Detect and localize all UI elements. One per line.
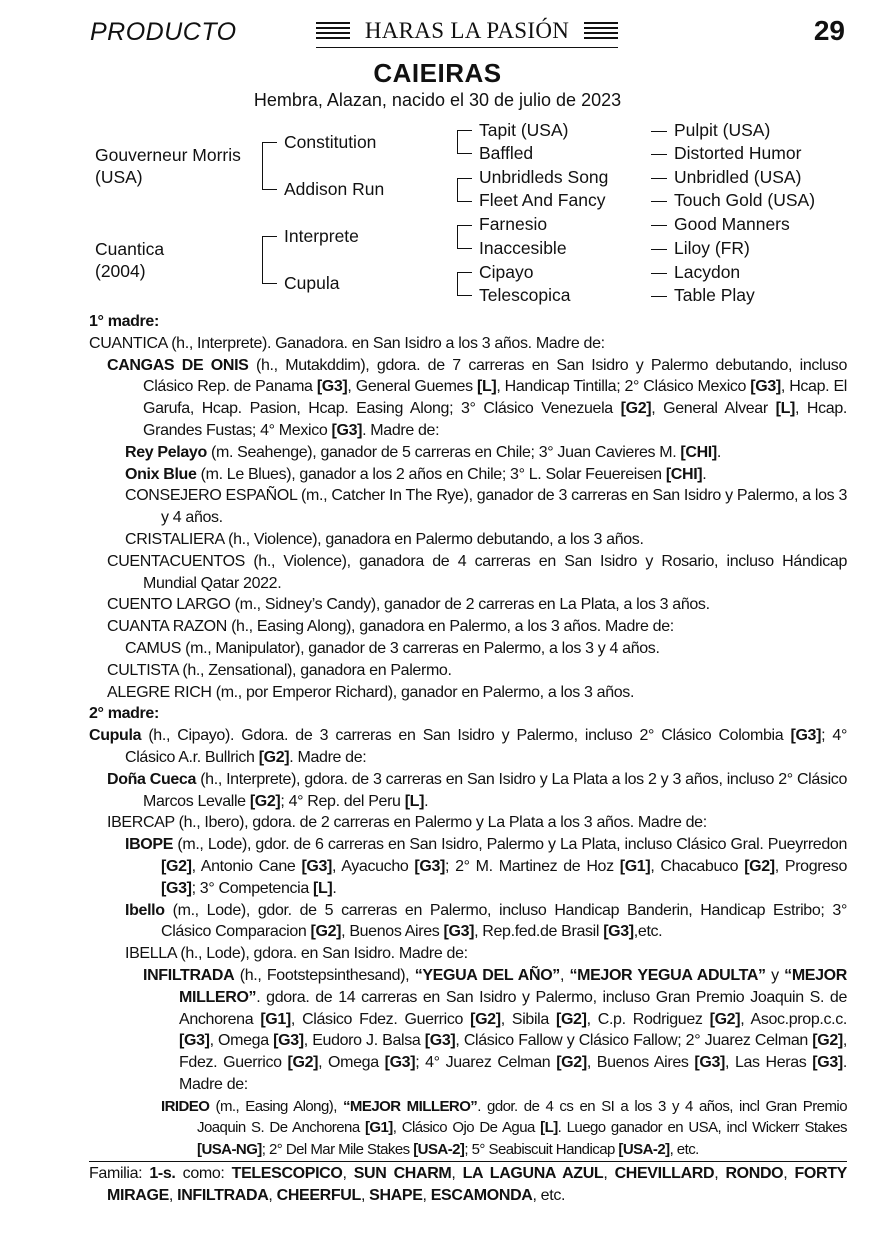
entry-name: Ibello [125,901,165,919]
entry-name: CUANTA RAZON [107,618,227,636]
entry [89,943,847,965]
gen4-item: Table Play [674,285,755,305]
entry [89,638,847,660]
entry-text: (h., Footstepsinthesand), “YEGUA DEL AÑO”, “MEJOR YEGUA ADULTA” y “MEJOR MILLERO”. gdora. de 14 carreras en San Isidro y Palermo, incluso Gran Premio Joaquin S. de Anchorena [G1], Clásico Fdez. Guerrico [G2], Sibila [G2], C.p. Rodriguez [G2], Asoc.prop.c.c. [G3], Omega [G3], Eudoro J. Balsa [G3], Clásico Fallow y Clásico Fallow; 2° Juarez Celman [G2], Fdez. Guerrico [G2], Omega [G3]; 4° Juarez Celman [G2], Buenos Aires [G3], Las Heras [G3]. Madre de: [179,966,848,1093]
entry [89,485,847,529]
gen2-item: Addison Run [284,179,385,199]
gen3-item: Cipayo [479,262,534,282]
brand-name: HARAS LA PASIÓN [364,18,570,43]
family-member: SUN CHARM [353,1165,452,1183]
entry-text: (m., Easing Along), “MEJOR MILLERO”. gdor. de 4 cs en SI a los 3 y 4 años, incl Gran Premio Joaquin S. De Anchorena [G1], Clásico Ojo De Agua [L]. Luego ganador en USA, incl Wickerr Stakes [USA-NG]; 2° Del Mar Mile Stakes [USA-2]; 5° Seabiscuit Handicap [USA-2], etc. [197,1097,848,1159]
entry-name: CRISTALIERA [125,530,224,548]
gen3-item: Farnesio [479,214,548,234]
entry-text: (h., Zensational), ganadora en Palermo. [178,661,452,679]
family-como: como: [175,1165,225,1183]
family-member: CHEERFUL [276,1186,361,1204]
gen4-item: Pulpit (USA) [674,120,771,140]
sire-origin: (USA) [95,167,143,187]
page-number: 29 [813,15,845,46]
family-member: SHAPE [369,1186,423,1204]
gen3-item: Tapit (USA) [479,120,569,140]
entry-name: IRIDEO [161,1097,210,1115]
entry-text: (m. Le Blues), ganador a los 2 años en Chile; 3° L. Solar Feuereisen [CHI]. [196,465,707,483]
gen3-item: Inaccesible [479,238,567,258]
entry-name: CUENTACUENTOS [107,552,245,570]
entry-text: (h., Mutakddim), gdora. de 7 carreras en San Isidro y Palermo debutando, incluso Clásico Rep. de Panama [G3], General Guemes [L], Handicap Tintilla; 2° Clásico Mexico [G3], Hcap. El Garufa, Hcap. Pasion, Hcap. Easing Along; 3° Clásico Venezuela [G2], General Alvear [L], Hcap. Grandes Fustas; 4° Mexico [G3]. Madre de: [143,356,847,439]
entry-text: (m., por Emperor Richard), ganador en Palermo, a los 3 años. [211,683,635,701]
family-number: 1-s. [149,1165,176,1183]
entry-name: IBERCAP [107,814,175,832]
entry-text: (m., Manipulator), ganador de 3 carreras en Palermo, a los 3 y 4 años. [181,639,660,657]
entry [89,660,847,682]
entry [89,812,847,834]
entry [89,834,847,899]
logo-bars-right-icon [584,22,618,42]
gen4-item: Unbridled (USA) [674,167,802,187]
gen4-item: Distorted Humor [674,143,802,163]
produce-record [89,311,847,1207]
entry-text: (h., Violence), ganadora en Palermo debutando, a los 3 años. [224,530,644,548]
entry [89,333,847,355]
gen2-item: Interprete [284,226,359,246]
entry [89,551,847,595]
entry-text: (h., Lode), gdora. en San Isidro. Madre de: [176,945,468,963]
entry-text: (m., Sidney’s Candy), ganador de 2 carreras en La Plata, a los 3 años. [230,596,710,614]
entry [89,464,847,486]
entry [89,616,847,638]
entry-text: (h., Ibero), gdora. de 2 carreras en Palermo y La Plata a los 3 años. Madre de: [174,814,707,832]
section-label: PRODUCTO [90,18,237,46]
entry [89,442,847,464]
brand-logo [316,18,618,48]
gen3-item: Baffled [479,143,534,163]
entry-name: CONSEJERO ESPAÑOL [125,487,297,505]
horse-name: CAIEIRAS [373,58,502,88]
family-member: RONDO [725,1165,784,1183]
family-member: ESCAMONDA [430,1186,533,1204]
entry [89,1096,847,1161]
entry-name: IBELLA [125,945,177,963]
entry-name: CAMUS [125,639,182,657]
entry-name: IBOPE [125,836,174,854]
entry [89,965,847,1096]
entry [89,594,847,616]
entry-name: CUENTO LARGO [107,596,231,614]
family-line: Familia: 1-s. como: TELESCOPICO, SUN CHARM, LA LAGUNA AZUL, CHEVILLARD, RONDO, FORTY MIRAGE, INFILTRADA, CHEERFUL, SHAPE, ESCAMONDA, etc. [89,1161,847,1207]
gen2-item: Cupula [284,273,340,293]
entry-text: (h., Easing Along), ganadora en Palermo, a los 3 años. Madre de: [226,618,674,636]
entry-name: CULTISTA [107,661,179,679]
dam-year: (2004) [95,261,146,281]
horse-description: Hembra, Alazan, nacido el 30 de julio de 2023 [253,90,622,110]
dam-name: Cuantica [95,239,165,259]
entry-name: Rey Pelayo [125,443,207,461]
entry-text: (m. Seahenge), ganador de 5 carreras en Chile; 3° Juan Cavieres M. [CHI]. [206,443,721,461]
entry-name: Cupula [89,727,142,745]
entry-name: Onix Blue [125,465,197,483]
gen3-item: Unbridleds Song [479,167,609,187]
entry-text: (h., Violence), ganadora de 4 carreras en San Isidro y Rosario, incluso Hándicap Mundial Qatar 2022. [143,552,847,592]
second-dam-heading: 2° madre: [89,705,159,723]
entry [89,682,847,704]
gen3-item: Telescopica [479,285,571,305]
sire-name: Gouverneur Morris [95,145,241,165]
family-member: TELESCOPICO [231,1165,343,1183]
entry-text: (h., Interprete). Ganadora. en San Isidro a los 3 años. Madre de: [167,334,605,352]
family-member: LA LAGUNA AZUL [462,1165,604,1183]
family-member: INFILTRADA [177,1186,269,1204]
entry-name: CUANTICA [89,334,168,352]
entry-name: ALEGRE RICH [107,683,212,701]
entry-text: (m., Lode), gdor. de 6 carreras en San Isidro, Palermo y La Plata, incluso Clásico Gral. Pueyrredon [G2], Antonio Cane [G3], Ayacucho [G3]; 2° M. Martinez de Hoz [G1], Chacabuco [G2], Progreso [G3]; 3° Competencia [L]. [161,836,847,897]
entry [89,769,847,813]
family-member: FORTY MIRAGE [107,1165,847,1204]
entry-name: Doña Cueca [107,770,197,788]
entry [89,529,847,551]
family-end: , etc. [532,1186,566,1204]
gen3-item: Fleet And Fancy [479,190,606,210]
gen4-item: Good Manners [674,214,790,234]
gen2-item: Constitution [284,132,377,152]
gen4-item: Liloy (FR) [674,238,750,258]
first-dam-heading: 1° madre: [89,313,159,330]
entry-name: CANGAS DE ONIS [107,356,249,374]
entry-text: (m., Lode), gdor. de 5 carreras en Palermo, incluso Handicap Banderin, Handicap Estribo; 3° Clásico Comparacion [G2], Buenos Aires [G3], Rep.fed.de Brasil [G3],etc. [161,901,847,941]
entry-text: (h., Cipayo). Gdora. de 3 carreras en San Isidro y Palermo, incluso 2° Clásico Colombia [G3]; 4° Clásico A.r. Bullrich [G2]. Madre de: [125,727,847,766]
entry [89,355,847,442]
entry [89,900,847,944]
family-member: CHEVILLARD [614,1165,715,1183]
family-label: Familia: [89,1165,143,1183]
entry-text: (h., Interprete), gdora. de 3 carreras en San Isidro y La Plata a los 2 y 3 años, incluso 2° Clásico Marcos Levalle [G2]; 4° Rep. del Peru [L]. [143,770,847,810]
entry [89,725,847,769]
gen4-item: Lacydon [674,262,741,282]
entry-name: INFILTRADA [143,966,235,984]
entry-text: (m., Catcher In The Rye), ganador de 3 carreras en San Isidro y Palermo, a los 3 y 4 años. [161,487,848,527]
gen4-item: Touch Gold (USA) [674,190,816,210]
